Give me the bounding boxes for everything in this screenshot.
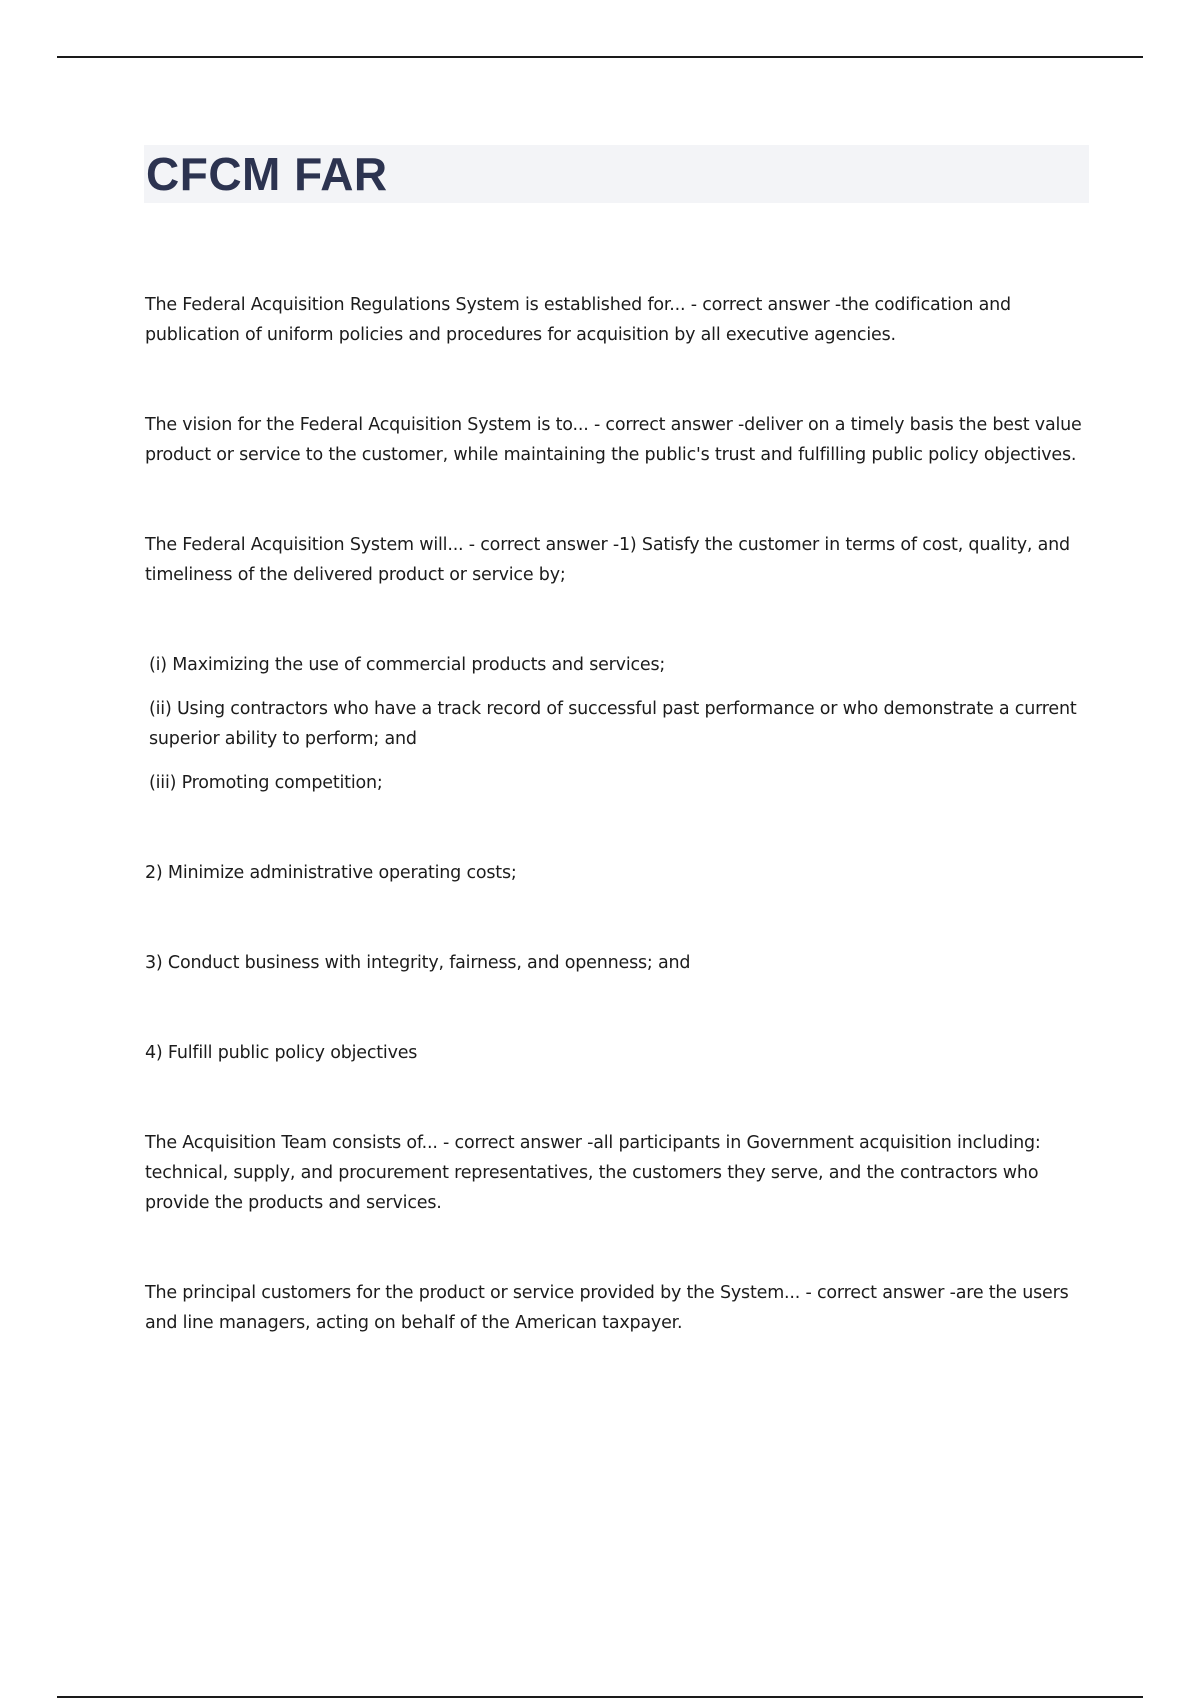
list-item: (i) Maximizing the use of commercial products and services; [149,655,666,675]
qa-paragraph: The vision for the Federal Acquisition System is to... - correct answer -deliver on a timely basis the best value product or service to the customer, while maintaining the public's trust and fulfilling public policy objectives. [145,415,1082,465]
qa-paragraph: The Acquisition Team consists of... - correct answer -all participants in Government acquisition including: technical, supply, and procurement representatives, the customers they serve, and the contractors who provide the products and services. [145,1133,1041,1213]
document-title: CFCM FAR [146,148,388,200]
qa-paragraph: The Federal Acquisition Regulations System is established for... - correct answer -the codification and publication of uniform policies and procedures for acquisition by all executive agencies. [145,295,1011,345]
qa-paragraph: The Federal Acquisition System will... - correct answer -1) Satisfy the customer in terms of cost, quality, and timeliness of the delivered product or service by; [145,535,1070,585]
list-item: (iii) Promoting competition; [149,773,383,793]
list-item: 3) Conduct business with integrity, fairness, and openness; and [145,953,691,973]
qa-paragraph: The principal customers for the product or service provided by the System... - correct answer -are the users and line managers, acting on behalf of the American taxpayer. [145,1283,1069,1333]
document-body [145,290,1090,1398]
top-rule [57,56,1143,58]
list-item: (ii) Using contractors who have a track record of successful past performance or who demonstrate a current superior ability to perform; and [149,699,1077,749]
list-item: 4) Fulfill public policy objectives [145,1043,418,1063]
bottom-rule [57,1696,1143,1698]
list-item: 2) Minimize administrative operating costs; [145,863,517,883]
